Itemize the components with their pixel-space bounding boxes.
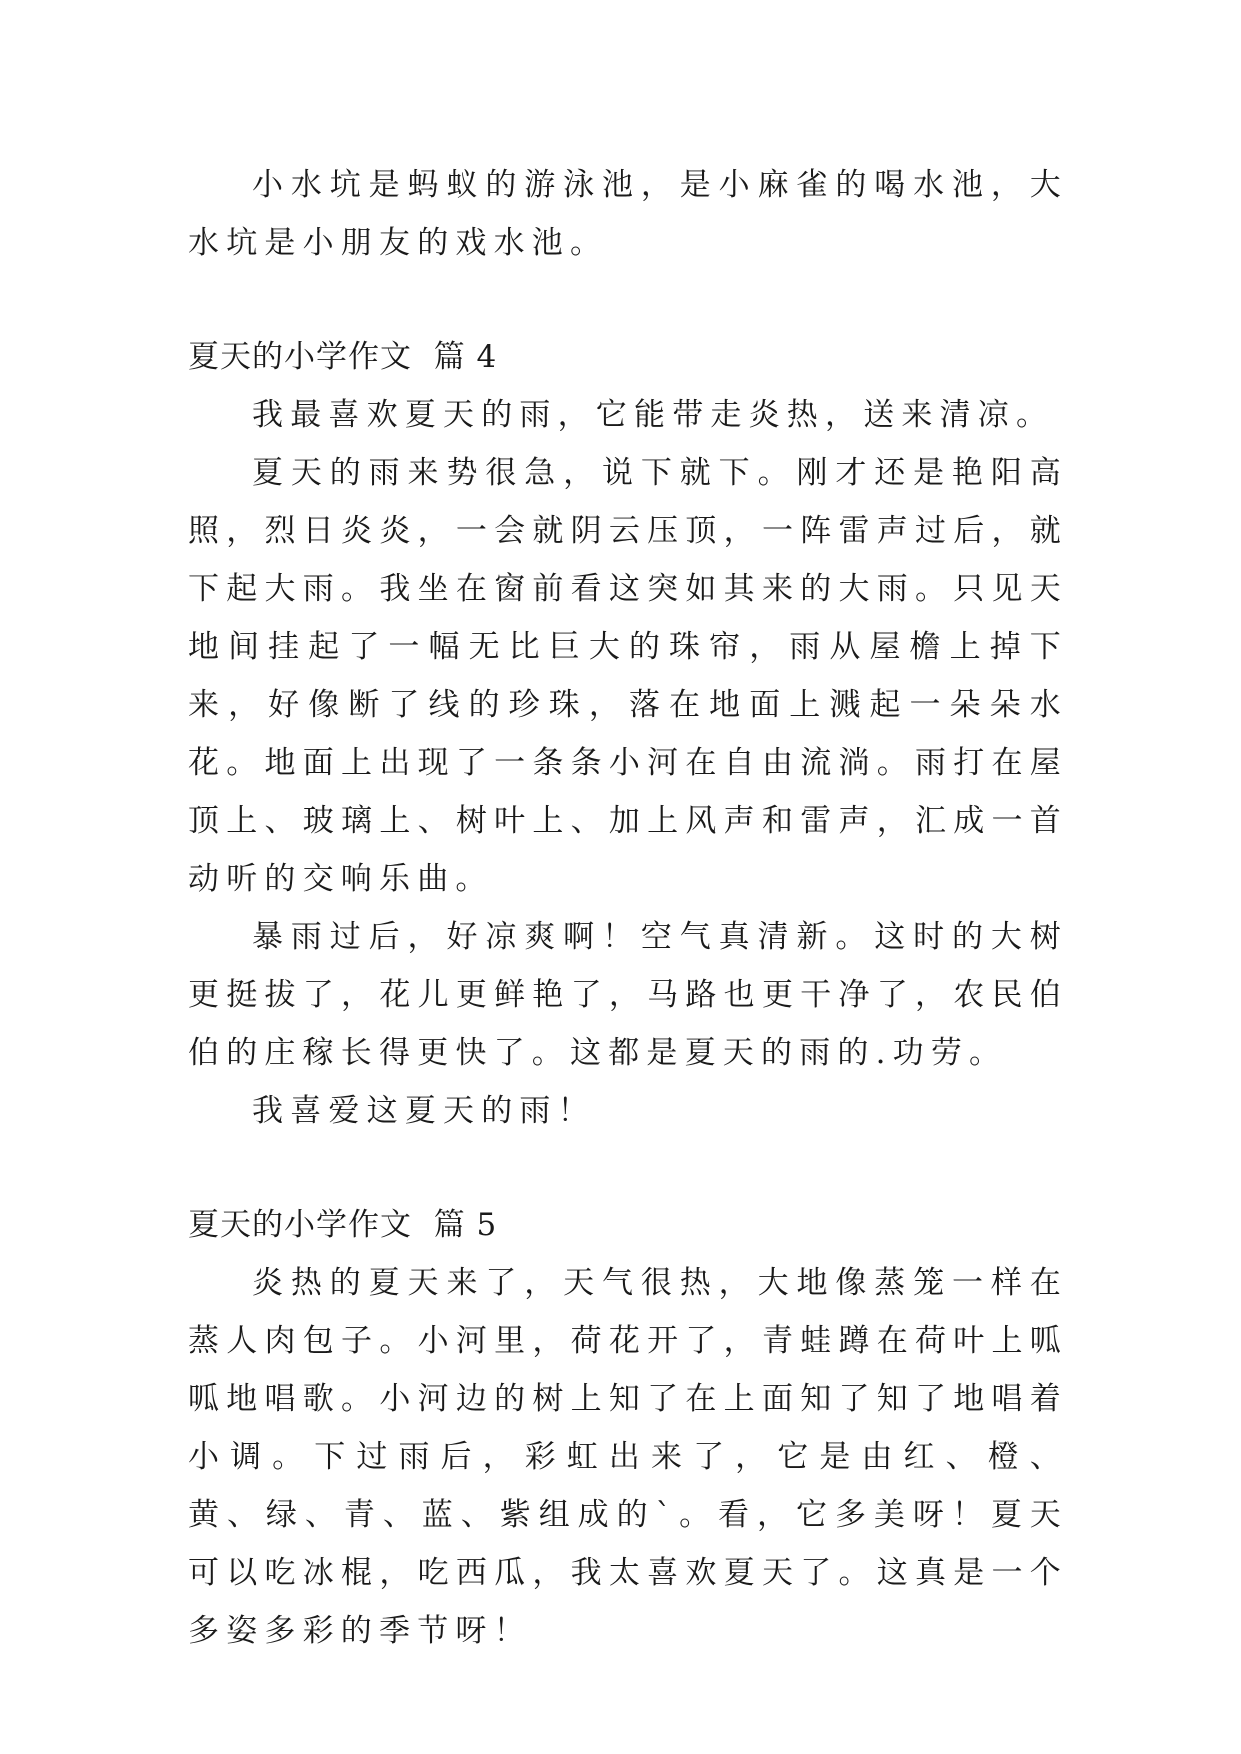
paragraph: 小水坑是蚂蚁的游泳池，是小麻雀的喝水池，大水坑是小朋友的戏水池。 <box>188 167 1068 261</box>
document-body <box>188 156 1068 1660</box>
paragraph: 我喜爱这夏天的雨！ <box>252 1093 596 1129</box>
section-spacer <box>188 272 1068 328</box>
paragraph: 炎热的夏天来了，天气很热，大地像蒸笼一样在蒸人肉包子。小河里，荷花开了，青蛙蹲在荷叶上呱呱地唱歌。小河边的树上知了在上面知了知了地唱着小调。下过雨后，彩虹出来了，它是由红、橙、 黄、绿、青、蓝、紫组成的`。看，它多美呀！夏天可以吃冰棍，吃西瓜，我太喜欢夏天了。这真是一个多姿多彩的季节呀！ <box>188 1265 1068 1649</box>
paragraph: 夏天的雨来势很急，说下就下。刚才还是艳阳高照，烈日炎炎，一会就阴云压顶，一阵雷声过后，就下起大雨。我坐在窗前看这突如其来的大雨。只见天地间挂起了一幅无比巨大的珠帘，雨从屋檐上掉下来，好像断了线的珍珠，落在地面上溅起一朵朵水花。地面上出现了一条条小河在自由流淌。雨打在屋顶上、玻璃上、树叶上、加上风声和雷声，汇成一首动听的交响乐曲。 <box>188 455 1068 897</box>
paragraph: 暴雨过后，好凉爽啊！空气真清新。这时的大树更挺拔了，花儿更鲜艳了，马路也更干净了，农民伯伯的庄稼长得更快了。这都是夏天的雨的.功劳。 <box>188 919 1068 1071</box>
section-heading: 夏天的小学作文 篇 5 <box>188 1207 498 1243</box>
section-spacer <box>188 1140 1068 1196</box>
section-heading: 夏天的小学作文 篇 4 <box>188 339 498 375</box>
paragraph: 我最喜欢夏天的雨，它能带走炎热，送来清凉。 <box>252 397 1055 433</box>
